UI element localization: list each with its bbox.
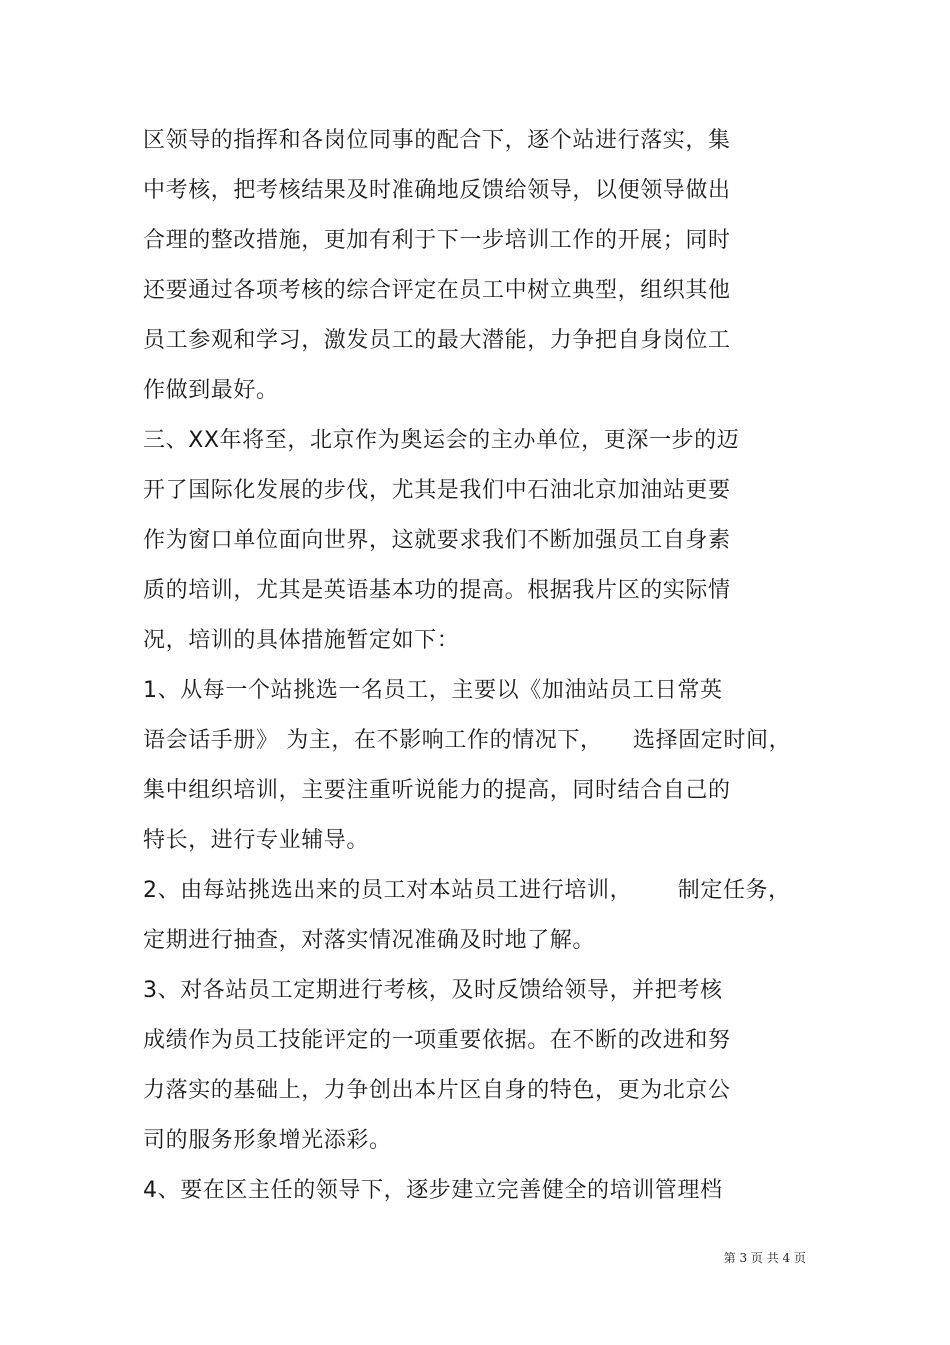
text-line: 司的服务形象增光添彩。 [143,1128,392,1153]
text-line: 三、XX年将至，北京作为奥运会的主办单位，更深一步的迈 [143,428,740,453]
text-line: 力落实的基础上，力争创出本片区自身的特色，更为北京公 [143,1078,731,1103]
text-line: 况，培训的具体措施暂定如下： [143,628,460,653]
text-line: 集中组织培训，主要注重听说能力的提高，同时结合自己的 [143,778,731,803]
text-line: 作为窗口单位面向世界，这就要求我们不断加强员工自身素 [143,528,731,553]
text-line: 语会话手册》 为主，在不影响工作的情况下， 选择固定时间， [143,728,792,753]
text-line: 作做到最好。 [143,378,279,403]
text-line: 定期进行抽查，对落实情况准确及时地了解。 [143,928,596,953]
text-line: 特长，进行专业辅导。 [143,828,370,853]
text-line: 质的培训，尤其是英语基本功的提高。根据我片区的实际情 [143,578,731,603]
text-line: 2、由每站挑选出来的员工对本站员工进行培训， 制定任务， [143,878,791,903]
text-line: 4、要在区主任的领导下，逐步建立完善健全的培训管理档 [143,1178,723,1203]
text-line: 区领导的指挥和各岗位同事的配合下，逐个站进行落实，集 [143,128,731,153]
text-line: 员工参观和学习，激发员工的最大潜能，力争把自身岗位工 [143,328,731,353]
text-line: 还要通过各项考核的综合评定在员工中树立典型，组织其他 [143,278,731,303]
text-line: 3、对各站员工定期进行考核，及时反馈给领导，并把考核 [143,978,723,1003]
text-line: 中考核，把考核结果及时准确地反馈给领导，以便领导做出 [143,178,731,203]
page-number: 第 3 页 共 4 页 [723,1251,806,1265]
text-line: 开了国际化发展的步伐，尤其是我们中石油北京加油站更要 [143,478,731,503]
text-line: 合理的整改措施，更加有利于下一步培训工作的开展；同时 [143,228,731,253]
text-line: 1、从每一个站挑选一名员工，主要以《加油站员工日常英 [143,678,723,703]
text-line: 成绩作为员工技能评定的一项重要依据。在不断的改进和努 [143,1028,731,1053]
